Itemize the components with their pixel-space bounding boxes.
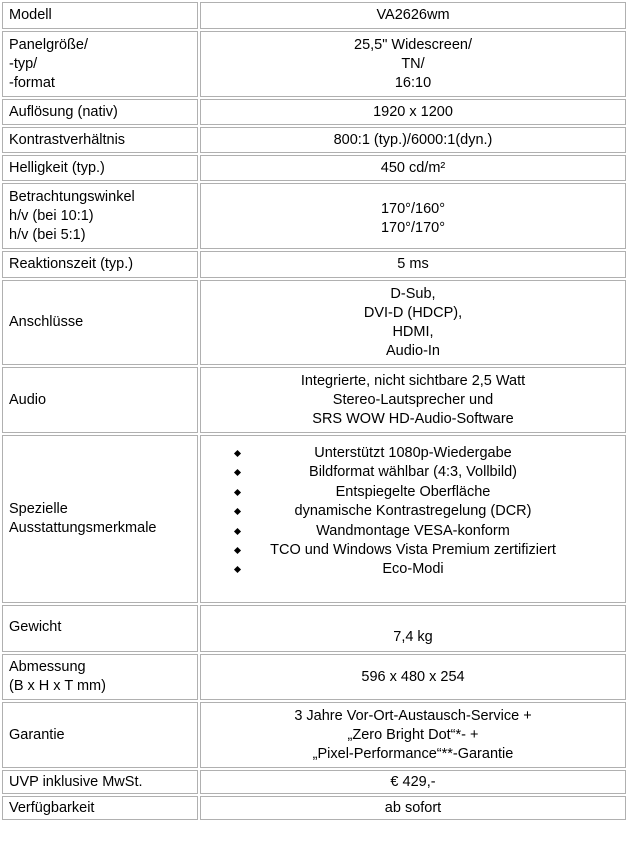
- label-line: Abmessung: [9, 659, 86, 675]
- label-line: Helligkeit (typ.): [9, 159, 105, 176]
- row-value: [200, 435, 626, 603]
- row-value: [200, 99, 626, 125]
- row-label: [2, 155, 198, 181]
- label-line: Verfügbarkeit: [9, 799, 95, 816]
- row-label: [2, 2, 198, 29]
- list-item: [207, 560, 619, 579]
- label-line: Betrachtungswinkel: [9, 188, 135, 205]
- row-value: [200, 155, 626, 181]
- value-line: „Pixel-Performance“**-Garantie: [312, 745, 514, 762]
- label-line: Gewicht: [9, 619, 62, 635]
- row-value: [200, 31, 626, 97]
- table-row: [2, 127, 626, 153]
- value-line: Stereo-Lautsprecher und: [332, 391, 494, 408]
- value-line: HDMI,: [392, 323, 434, 340]
- table-row: [2, 770, 626, 794]
- table-row: [2, 367, 626, 433]
- bullet-icon: [234, 450, 241, 457]
- row-label: [2, 367, 198, 433]
- row-value: [200, 251, 626, 278]
- value-line: 7,4 kg: [393, 629, 433, 645]
- feature-text: Entspiegelte Oberfläche: [335, 483, 491, 500]
- label-line: Modell: [9, 7, 52, 23]
- row-value: [200, 280, 626, 365]
- bullet-icon: [234, 528, 241, 535]
- row-label: [2, 702, 198, 768]
- table-row: [2, 99, 626, 125]
- feature-text: Bildformat wählbar (4:3, Vollbild): [309, 464, 517, 481]
- table-row: [2, 280, 626, 365]
- value-line: ab sofort: [384, 799, 442, 816]
- label-line: Panelgröße/: [9, 36, 88, 53]
- value-line: 16:10: [394, 74, 432, 91]
- label-line: h/v (bei 5:1): [9, 226, 86, 243]
- list-item: [207, 502, 619, 521]
- label-line: Kontrastverhältnis: [9, 131, 126, 148]
- row-label: [2, 654, 198, 700]
- value-line: 170°/160°: [380, 201, 445, 217]
- value-line: Integrierte, nicht sichtbare 2,5 Watt: [300, 372, 526, 389]
- row-label: [2, 99, 198, 125]
- row-value: [200, 367, 626, 433]
- row-label: [2, 183, 198, 249]
- table-row: [2, 796, 626, 820]
- value-line: VA2626wm: [376, 7, 450, 23]
- label-line: UVP inklusive MwSt.: [9, 773, 143, 790]
- label-line: Spezielle: [9, 501, 68, 517]
- table-row: [2, 654, 626, 700]
- list-item: [207, 463, 619, 482]
- label-line: Garantie: [9, 726, 65, 743]
- label-line: Audio: [9, 391, 47, 408]
- value-line: SRS WOW HD-Audio-Software: [312, 410, 514, 427]
- feature-text: TCO und Windows Vista Premium zertifiziert: [270, 542, 556, 559]
- row-value: [200, 605, 626, 652]
- list-item: [207, 541, 619, 560]
- bullet-icon: [234, 469, 241, 476]
- value-line: 450 cd/m²: [380, 159, 446, 176]
- value-line: € 429,-: [390, 773, 436, 790]
- row-value: [200, 770, 626, 794]
- label-line: Anschlüsse: [9, 314, 84, 330]
- value-line: 25,5" Widescreen/: [354, 36, 472, 53]
- feature-text: Wandmontage VESA-konform: [316, 522, 510, 539]
- row-label: [2, 251, 198, 278]
- row-value: [200, 796, 626, 820]
- feature-text: Unterstützt 1080p-Wiedergabe: [314, 445, 512, 461]
- table-row: [2, 31, 626, 97]
- label-line: h/v (bei 10:1): [9, 207, 94, 224]
- bullet-icon: [234, 489, 241, 496]
- row-value: [200, 702, 626, 768]
- label-line: (B x H x T mm): [9, 678, 106, 694]
- bullet-icon: [234, 566, 241, 573]
- value-line: 800:1 (typ.)/6000:1(dyn.): [333, 131, 493, 148]
- row-value: [200, 127, 626, 153]
- list-item: [207, 522, 619, 541]
- row-value: [200, 654, 626, 700]
- row-label: [2, 770, 198, 794]
- value-line: TN/: [401, 55, 425, 72]
- label-line: Reaktionszeit (typ.): [9, 256, 134, 272]
- value-line: DVI-D (HDCP),: [363, 304, 463, 321]
- feature-text: Eco-Modi: [382, 561, 444, 578]
- table-row: [2, 251, 626, 278]
- label-line: -typ/: [9, 55, 38, 72]
- table-row: [2, 183, 626, 249]
- table-row: [2, 702, 626, 768]
- row-label: [2, 796, 198, 820]
- row-label: [2, 605, 198, 652]
- bullet-icon: [234, 508, 241, 515]
- list-item: [207, 483, 619, 502]
- label-line: Auflösung (nativ): [9, 103, 118, 120]
- value-line: Audio-In: [385, 342, 440, 359]
- row-label: [2, 127, 198, 153]
- table-row: [2, 155, 626, 181]
- row-label: [2, 31, 198, 97]
- value-line: „Zero Bright Dot“*- +: [347, 726, 479, 743]
- value-line: D-Sub,: [390, 285, 436, 302]
- label-line: -format: [9, 74, 55, 91]
- row-label: [2, 280, 198, 365]
- table-row: [2, 435, 626, 603]
- value-line: 170°/170°: [380, 220, 445, 236]
- feature-text: dynamische Kontrastregelung (DCR): [294, 503, 532, 520]
- value-line: 3 Jahre Vor-Ort-Austausch-Service +: [294, 707, 532, 724]
- label-line: Ausstattungsmerkmale: [9, 520, 157, 536]
- bullet-icon: [234, 547, 241, 554]
- list-item: [207, 444, 619, 463]
- value-line: 1920 x 1200: [373, 103, 453, 120]
- table-row: [2, 605, 626, 652]
- features-list: [207, 444, 619, 580]
- table-row: [2, 2, 626, 29]
- row-label: [2, 435, 198, 603]
- value-line: 596 x 480 x 254: [361, 668, 465, 685]
- row-value: [200, 2, 626, 29]
- row-value: [200, 183, 626, 249]
- value-line: 5 ms: [397, 256, 429, 272]
